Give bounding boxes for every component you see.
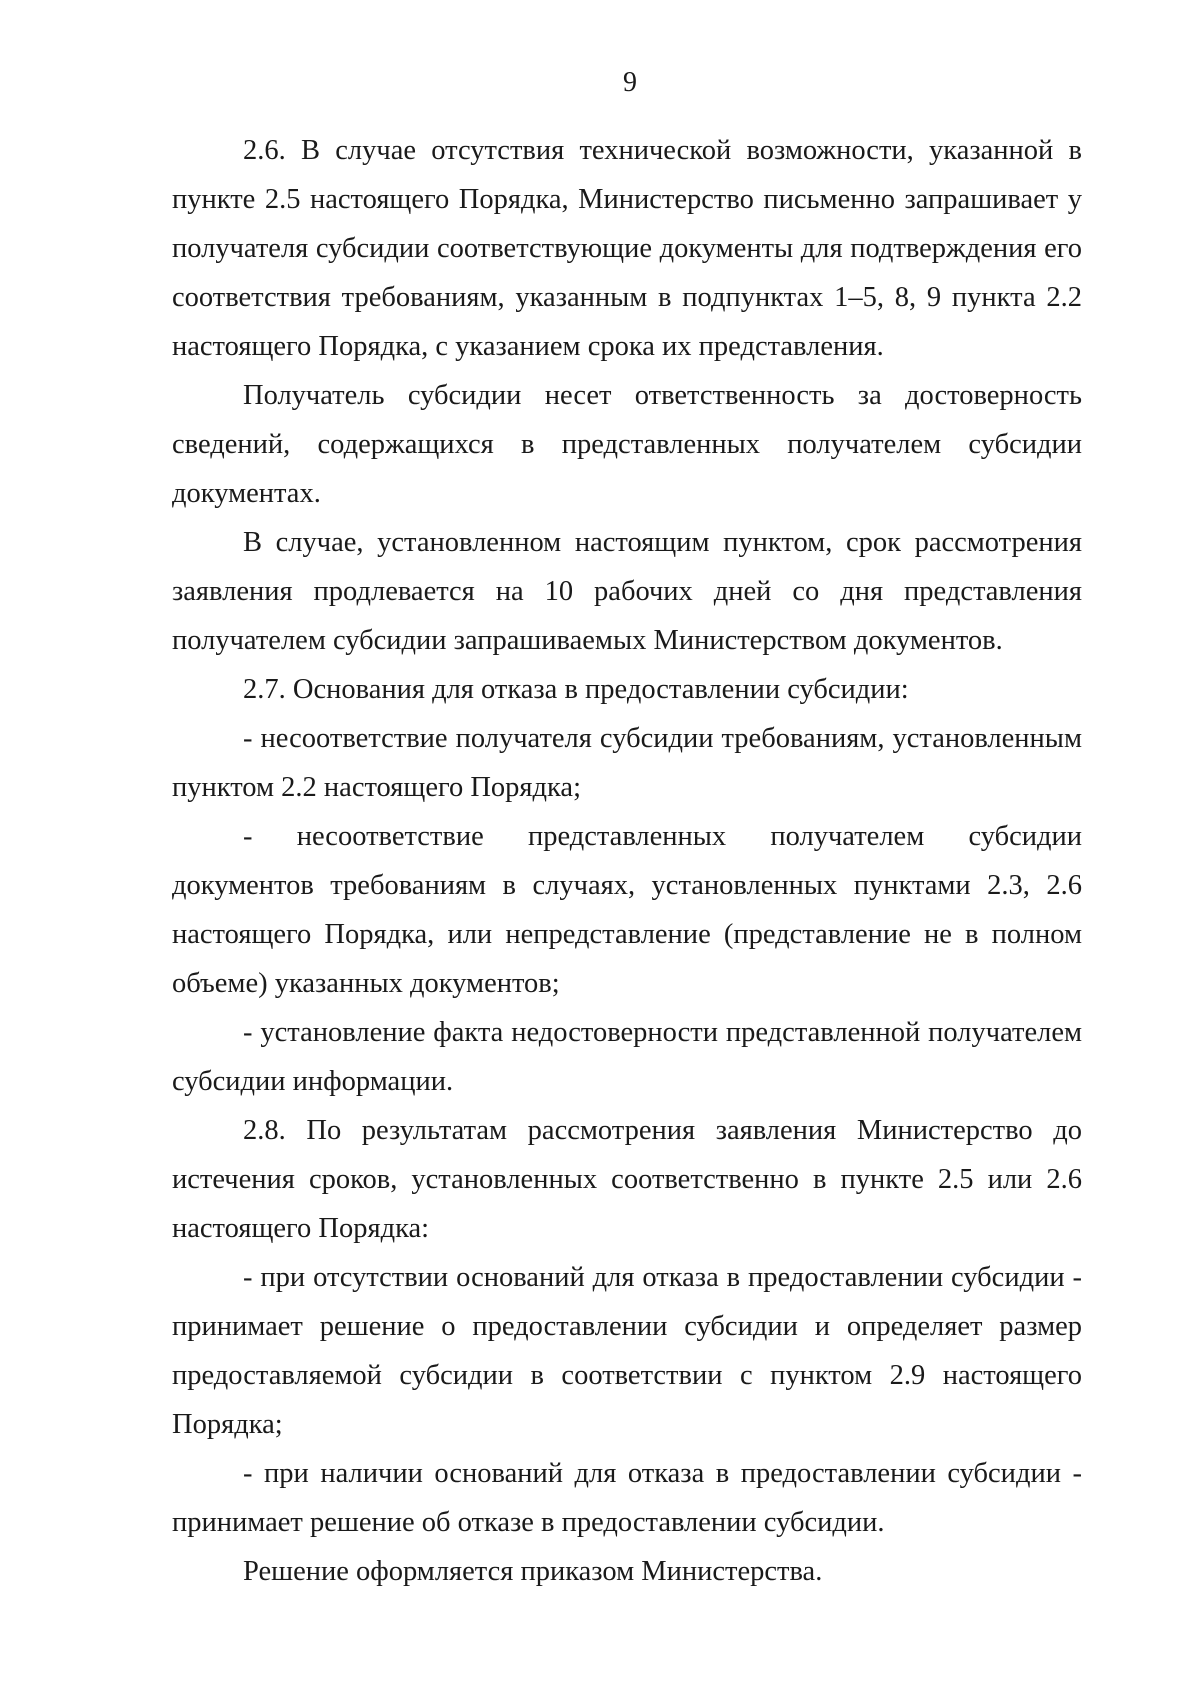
- page-number: 9: [623, 67, 637, 98]
- document-body: [172, 126, 1082, 1596]
- list-item-decision-refuse: - при наличии оснований для отказа в предоставлении субсидии - принимает решение об отказе в предоставлении субсидии.: [172, 1458, 1082, 1538]
- paragraph-term-extension: В случае, установленном настоящим пунктом, срок рассмотрения заявления продлевается на 10 рабочих дней со дня представления получателем субсидии запрашиваемых Министерством документов.: [172, 527, 1082, 656]
- paragraph-2-7: 2.7. Основания для отказа в предоставлении субсидии:: [243, 674, 909, 705]
- paragraph-decision-order: Решение оформляется приказом Министерства.: [243, 1556, 823, 1587]
- list-item-refusal-requirements: - несоответствие получателя субсидии требованиям, установленным пунктом 2.2 настоящего Порядка;: [172, 723, 1082, 803]
- paragraph-responsibility: Получатель субсидии несет ответственность за достоверность сведений, содержащихся в представленных получателем субсидии документах.: [172, 380, 1082, 509]
- list-item-refusal-false-info: - установление факта недостоверности представленной получателем субсидии информации.: [172, 1017, 1082, 1097]
- paragraph-2-6: 2.6. В случае отсутствия технической возможности, указанной в пункте 2.5 настоящего Порядка, Министерство письменно запрашивает у получателя субсидии соответствующие документы для подтверждения его соответствия требованиям, указанным в подпунктах 1–5, 8, 9 пункта 2.2 настоящего Порядка, с указанием срока их представления.: [172, 135, 1082, 362]
- list-item-refusal-documents: - несоответствие представленных получателем субсидии документов требованиям в случаях, установленных пунктами 2.3, 2.6 настоящего Порядка, или непредставление (представление не в полном объеме) указанных документов;: [172, 821, 1082, 999]
- list-item-decision-grant: - при отсутствии оснований для отказа в предоставлении субсидии - принимает решение о предоставлении субсидии и определяет размер предоставляемой субсидии в соответствии с пунктом 2.9 настоящего Порядка;: [172, 1262, 1082, 1440]
- paragraph-2-8: 2.8. По результатам рассмотрения заявления Министерство до истечения сроков, установленных соответственно в пункте 2.5 или 2.6 настоящего Порядка:: [172, 1115, 1082, 1244]
